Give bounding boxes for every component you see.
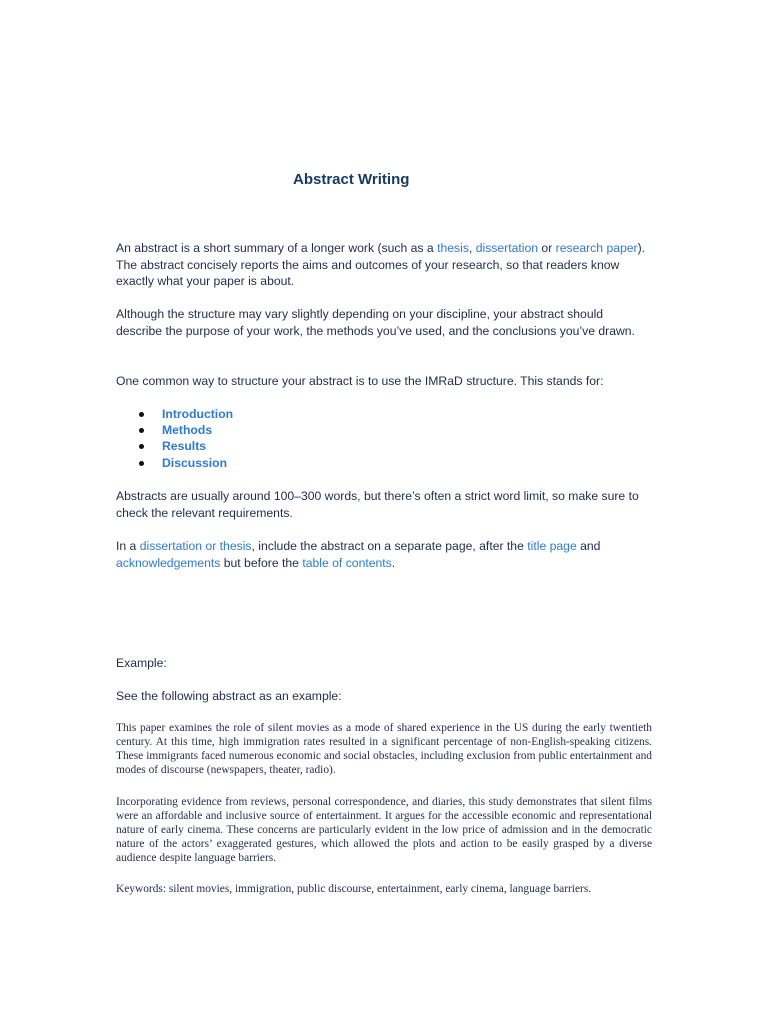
placement-text-1: In a <box>116 539 140 553</box>
imrad-list <box>116 406 233 471</box>
intro-text-4: ). The abstract concisely reports the aims and outcomes of your research, so that readers know exactly what your paper is about. <box>116 241 646 289</box>
dissertation-or-thesis-link[interactable]: dissertation or thesis <box>139 539 252 553</box>
intro-text-2: , <box>468 241 476 255</box>
list-item-label: Results <box>162 439 207 454</box>
title-page-link[interactable]: title page <box>527 539 577 553</box>
list-item-results[interactable] <box>116 438 233 454</box>
list-item-discussion[interactable] <box>116 455 233 471</box>
word-limit-paragraph: Abstracts are usually around 100–300 words, but there’s often a strict word limit, so make sure to check the relevant requirements. <box>116 489 639 520</box>
bullet-icon <box>139 461 144 466</box>
document-title: Abstract Writing <box>293 171 410 188</box>
example-abstract-paragraph-1: This paper examines the role of silent movies as a mode of shared experience in the US during the early twentieth century. At this time, high immigration rates resulted in a significant percentage of non-English-speaking citizens. These immigrants faced numerous economic and social obstacles, including exclusion from public entertainment and modes of discourse (newspapers, theater, radio). <box>116 722 652 777</box>
intro-text-1: An abstract is a short summary of a longer work (such as a <box>116 241 438 255</box>
thesis-link[interactable]: thesis <box>437 241 469 255</box>
placement-text-3: and <box>576 539 601 553</box>
placement-text-5: . <box>391 555 396 570</box>
bullet-icon <box>139 428 144 433</box>
example-label: Example: <box>116 656 167 670</box>
dissertation-link[interactable]: dissertation <box>475 241 539 255</box>
list-item-label: Introduction <box>162 407 234 421</box>
list-item-label: Discussion <box>162 455 228 470</box>
example-intro: See the following abstract as an example: <box>116 689 342 703</box>
bullet-icon <box>139 412 144 417</box>
example-keywords: Keywords: silent movies, immigration, public discourse, entertainment, early cinema, language barriers. <box>116 883 592 895</box>
intro-text-3: or <box>538 241 556 255</box>
acknowledgements-link[interactable]: acknowledgements <box>116 555 221 570</box>
placement-text-2: , include the abstract on a separate page, after the <box>251 539 528 553</box>
intro-paragraph <box>116 240 652 290</box>
list-item-introduction[interactable] <box>116 406 233 422</box>
list-item-label: Methods <box>162 423 213 438</box>
placement-text-4: but before the <box>220 555 303 570</box>
example-abstract-paragraph-2: Incorporating evidence from reviews, personal correspondence, and diaries, this study demonstrates that silent films were an affordable and inclusive source of entertainment. It argues for the accessible economic and representational nature of early cinema. These concerns are particularly evident in the low price of admission and in the democratic nature of the actors’ exaggerated gestures, which allowed the plots and action to be easily grasped by a diverse audience despite language barriers. <box>116 796 652 865</box>
list-item-methods[interactable] <box>116 422 233 438</box>
bullet-icon <box>139 444 144 449</box>
research-paper-link[interactable]: research paper <box>555 241 638 255</box>
table-of-contents-link[interactable]: table of contents <box>302 555 392 570</box>
structure-paragraph: Although the structure may vary slightly depending on your discipline, your abstract should describe the purpose of your work, the methods you’ve used, and the conclusions you’ve drawn. <box>116 307 635 338</box>
placement-paragraph <box>116 538 616 571</box>
imrad-paragraph: One common way to structure your abstract is to use the IMRaD structure. This stands for: <box>116 374 604 388</box>
